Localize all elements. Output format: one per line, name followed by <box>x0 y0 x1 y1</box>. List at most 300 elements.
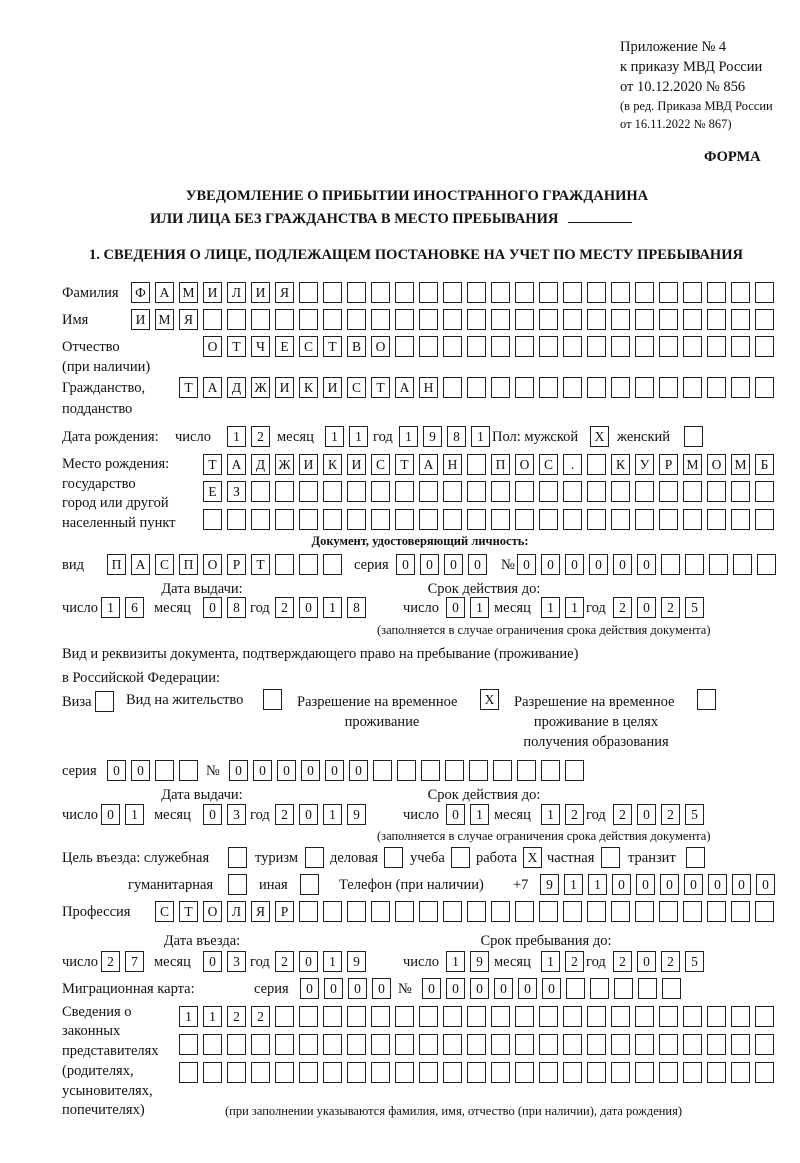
reps-2-char-box[interactable] <box>587 1034 606 1055</box>
reps-3-char-box[interactable] <box>323 1062 342 1083</box>
patronymic-char-box[interactable]: О <box>203 336 222 357</box>
reps-3-char-box[interactable] <box>659 1062 678 1083</box>
checkbox-tourism[interactable] <box>305 847 324 868</box>
reps-3-char-box[interactable] <box>275 1062 294 1083</box>
reps-1-char-box[interactable]: 2 <box>227 1006 246 1027</box>
patronymic-char-box[interactable] <box>683 336 702 357</box>
surname-char-box[interactable]: М <box>179 282 198 303</box>
profession-char-box[interactable] <box>707 901 726 922</box>
stay-year-char-box[interactable]: 2 <box>661 951 680 972</box>
birth-place-3-char-box[interactable] <box>467 509 486 530</box>
profession-char-box[interactable] <box>395 901 414 922</box>
reps-2-char-box[interactable] <box>275 1034 294 1055</box>
reps-2-char-box[interactable] <box>563 1034 582 1055</box>
checkbox-visa[interactable] <box>95 691 114 712</box>
id-valid-month-char-box[interactable]: 1 <box>541 597 560 618</box>
patronymic-char-box[interactable] <box>611 336 630 357</box>
patronymic-char-box[interactable]: В <box>347 336 366 357</box>
id-number-char-box[interactable]: 0 <box>565 554 584 575</box>
reps-1-char-box[interactable] <box>539 1006 558 1027</box>
reps-3-char-box[interactable] <box>587 1062 606 1083</box>
id-number-char-box[interactable]: 0 <box>613 554 632 575</box>
entry-year-char-box[interactable]: 9 <box>347 951 366 972</box>
citizenship-char-box[interactable]: И <box>323 377 342 398</box>
permit-issue-year-char-box[interactable]: 0 <box>299 804 318 825</box>
citizenship-char-box[interactable] <box>635 377 654 398</box>
id-kind-char-box[interactable] <box>275 554 294 575</box>
citizenship-char-box[interactable]: Т <box>371 377 390 398</box>
mc-number-char-box[interactable]: 0 <box>470 978 489 999</box>
entry-month-char-box[interactable]: 0 <box>203 951 222 972</box>
reps-3-char-box[interactable] <box>491 1062 510 1083</box>
name-char-box[interactable] <box>251 309 270 330</box>
patronymic-char-box[interactable] <box>635 336 654 357</box>
surname-char-box[interactable] <box>371 282 390 303</box>
reps-1-char-box[interactable] <box>731 1006 750 1027</box>
reps-1-char-box[interactable] <box>611 1006 630 1027</box>
birth-day-char-box[interactable]: 2 <box>251 426 270 447</box>
birth-place-3-char-box[interactable] <box>755 509 774 530</box>
phone-char-box[interactable]: 0 <box>708 874 727 895</box>
stay-day-char-box[interactable]: 9 <box>470 951 489 972</box>
birth-place-3-char-box[interactable] <box>443 509 462 530</box>
phone-char-box[interactable]: 0 <box>660 874 679 895</box>
reps-3-char-box[interactable] <box>419 1062 438 1083</box>
birth-year-char-box[interactable]: 8 <box>447 426 466 447</box>
checkbox-male[interactable]: X <box>590 426 609 447</box>
name-char-box[interactable] <box>659 309 678 330</box>
citizenship-char-box[interactable] <box>443 377 462 398</box>
profession-char-box[interactable] <box>323 901 342 922</box>
profession-char-box[interactable] <box>563 901 582 922</box>
id-number-char-box[interactable]: 0 <box>637 554 656 575</box>
profession-char-box[interactable] <box>515 901 534 922</box>
id-number-char-box[interactable] <box>733 554 752 575</box>
permit-number-char-box[interactable] <box>493 760 512 781</box>
surname-char-box[interactable] <box>419 282 438 303</box>
profession-char-box[interactable] <box>683 901 702 922</box>
reps-3-char-box[interactable] <box>179 1062 198 1083</box>
mc-number-char-box[interactable] <box>638 978 657 999</box>
reps-1-char-box[interactable] <box>395 1006 414 1027</box>
reps-1-char-box[interactable] <box>347 1006 366 1027</box>
birth-place-1-char-box[interactable]: Т <box>395 454 414 475</box>
citizenship-char-box[interactable]: Н <box>419 377 438 398</box>
checkbox-official[interactable] <box>228 847 247 868</box>
checkbox-temp-edu[interactable] <box>697 689 716 710</box>
reps-1-char-box[interactable]: 2 <box>251 1006 270 1027</box>
birth-place-1-char-box[interactable]: М <box>731 454 750 475</box>
id-kind-char-box[interactable]: О <box>203 554 222 575</box>
birth-place-1-char-box[interactable] <box>467 454 486 475</box>
reps-1-char-box[interactable] <box>587 1006 606 1027</box>
reps-1-char-box[interactable] <box>443 1006 462 1027</box>
birth-place-2-char-box[interactable] <box>731 481 750 502</box>
reps-2-char-box[interactable] <box>347 1034 366 1055</box>
birth-place-2-char-box[interactable] <box>299 481 318 502</box>
reps-1-char-box[interactable] <box>755 1006 774 1027</box>
birth-place-1-char-box[interactable]: С <box>371 454 390 475</box>
profession-char-box[interactable] <box>539 901 558 922</box>
id-issue-year-char-box[interactable]: 1 <box>323 597 342 618</box>
name-char-box[interactable] <box>491 309 510 330</box>
birth-place-3-char-box[interactable] <box>371 509 390 530</box>
birth-place-3-char-box[interactable] <box>323 509 342 530</box>
birth-place-2-char-box[interactable] <box>395 481 414 502</box>
permit-number-char-box[interactable] <box>541 760 560 781</box>
id-issue-year-char-box[interactable]: 0 <box>299 597 318 618</box>
name-char-box[interactable]: М <box>155 309 174 330</box>
name-char-box[interactable] <box>539 309 558 330</box>
birth-place-1-char-box[interactable]: Б <box>755 454 774 475</box>
phone-char-box[interactable]: 1 <box>564 874 583 895</box>
birth-place-1-char-box[interactable]: Д <box>251 454 270 475</box>
birth-place-2-char-box[interactable] <box>659 481 678 502</box>
patronymic-char-box[interactable]: Ч <box>251 336 270 357</box>
profession-char-box[interactable] <box>755 901 774 922</box>
checkbox-transit[interactable] <box>686 847 705 868</box>
birth-place-1-char-box[interactable]: Р <box>659 454 678 475</box>
id-kind-char-box[interactable] <box>299 554 318 575</box>
permit-issue-year-char-box[interactable]: 1 <box>323 804 342 825</box>
reps-1-char-box[interactable] <box>635 1006 654 1027</box>
birth-place-3-char-box[interactable] <box>587 509 606 530</box>
birth-place-3-char-box[interactable] <box>683 509 702 530</box>
permit-valid-year-char-box[interactable]: 2 <box>661 804 680 825</box>
reps-3-char-box[interactable] <box>443 1062 462 1083</box>
phone-char-box[interactable]: 0 <box>684 874 703 895</box>
id-valid-month-char-box[interactable]: 1 <box>565 597 584 618</box>
reps-1-char-box[interactable] <box>707 1006 726 1027</box>
name-char-box[interactable]: И <box>131 309 150 330</box>
reps-3-char-box[interactable] <box>227 1062 246 1083</box>
id-valid-day-char-box[interactable]: 1 <box>470 597 489 618</box>
surname-char-box[interactable] <box>563 282 582 303</box>
reps-2-char-box[interactable] <box>659 1034 678 1055</box>
reps-2-char-box[interactable] <box>707 1034 726 1055</box>
checkbox-other[interactable] <box>300 874 319 895</box>
checkbox-temp-permit[interactable]: X <box>480 689 499 710</box>
profession-char-box[interactable] <box>659 901 678 922</box>
id-kind-char-box[interactable]: А <box>131 554 150 575</box>
reps-1-char-box[interactable] <box>467 1006 486 1027</box>
permit-series-char-box[interactable]: 0 <box>107 760 126 781</box>
birth-year-char-box[interactable]: 1 <box>399 426 418 447</box>
id-issue-day-char-box[interactable]: 6 <box>125 597 144 618</box>
reps-1-char-box[interactable] <box>563 1006 582 1027</box>
reps-3-char-box[interactable] <box>371 1062 390 1083</box>
name-char-box[interactable] <box>323 309 342 330</box>
citizenship-char-box[interactable]: Д <box>227 377 246 398</box>
reps-3-char-box[interactable] <box>251 1062 270 1083</box>
phone-char-box[interactable]: 0 <box>756 874 775 895</box>
birth-place-1-char-box[interactable]: О <box>515 454 534 475</box>
surname-char-box[interactable] <box>323 282 342 303</box>
entry-year-char-box[interactable]: 2 <box>275 951 294 972</box>
id-valid-year-char-box[interactable]: 0 <box>637 597 656 618</box>
birth-place-1-char-box[interactable]: Н <box>443 454 462 475</box>
surname-char-box[interactable] <box>731 282 750 303</box>
citizenship-char-box[interactable] <box>611 377 630 398</box>
id-series-char-box[interactable]: 0 <box>396 554 415 575</box>
birth-month-char-box[interactable]: 1 <box>349 426 368 447</box>
reps-3-char-box[interactable] <box>635 1062 654 1083</box>
reps-2-char-box[interactable] <box>299 1034 318 1055</box>
patronymic-char-box[interactable] <box>491 336 510 357</box>
permit-number-char-box[interactable]: 0 <box>253 760 272 781</box>
reps-1-char-box[interactable] <box>299 1006 318 1027</box>
id-series-char-box[interactable]: 0 <box>468 554 487 575</box>
patronymic-char-box[interactable] <box>419 336 438 357</box>
birth-place-1-char-box[interactable]: А <box>419 454 438 475</box>
checkbox-residence-permit[interactable] <box>263 689 282 710</box>
citizenship-char-box[interactable]: Т <box>179 377 198 398</box>
surname-char-box[interactable] <box>611 282 630 303</box>
permit-number-char-box[interactable] <box>469 760 488 781</box>
surname-char-box[interactable] <box>491 282 510 303</box>
reps-2-char-box[interactable] <box>443 1034 462 1055</box>
surname-char-box[interactable] <box>467 282 486 303</box>
mc-number-char-box[interactable]: 0 <box>422 978 441 999</box>
birth-place-2-char-box[interactable] <box>611 481 630 502</box>
reps-3-char-box[interactable] <box>731 1062 750 1083</box>
reps-1-char-box[interactable] <box>515 1006 534 1027</box>
birth-place-2-char-box[interactable] <box>515 481 534 502</box>
profession-char-box[interactable] <box>419 901 438 922</box>
birth-place-1-char-box[interactable]: К <box>323 454 342 475</box>
profession-char-box[interactable]: С <box>155 901 174 922</box>
patronymic-char-box[interactable]: Т <box>227 336 246 357</box>
birth-place-1-char-box[interactable]: Т <box>203 454 222 475</box>
birth-place-3-char-box[interactable] <box>395 509 414 530</box>
id-issue-month-char-box[interactable]: 8 <box>227 597 246 618</box>
birth-place-3-char-box[interactable] <box>515 509 534 530</box>
mc-number-char-box[interactable] <box>614 978 633 999</box>
citizenship-char-box[interactable] <box>659 377 678 398</box>
surname-char-box[interactable] <box>515 282 534 303</box>
birth-place-3-char-box[interactable] <box>227 509 246 530</box>
reps-1-char-box[interactable] <box>371 1006 390 1027</box>
birth-year-char-box[interactable]: 1 <box>471 426 490 447</box>
birth-place-2-char-box[interactable]: Е <box>203 481 222 502</box>
name-char-box[interactable] <box>755 309 774 330</box>
profession-char-box[interactable] <box>347 901 366 922</box>
permit-number-char-box[interactable] <box>421 760 440 781</box>
birth-place-2-char-box[interactable] <box>683 481 702 502</box>
name-char-box[interactable]: Я <box>179 309 198 330</box>
profession-char-box[interactable]: Л <box>227 901 246 922</box>
reps-3-char-box[interactable] <box>299 1062 318 1083</box>
mc-number-char-box[interactable]: 0 <box>446 978 465 999</box>
profession-char-box[interactable]: Р <box>275 901 294 922</box>
permit-series-char-box[interactable]: 0 <box>131 760 150 781</box>
id-kind-char-box[interactable]: Р <box>227 554 246 575</box>
patronymic-char-box[interactable] <box>443 336 462 357</box>
permit-issue-year-char-box[interactable]: 2 <box>275 804 294 825</box>
stay-day-char-box[interactable]: 1 <box>446 951 465 972</box>
id-number-char-box[interactable] <box>685 554 704 575</box>
birth-place-3-char-box[interactable] <box>203 509 222 530</box>
reps-3-char-box[interactable] <box>707 1062 726 1083</box>
name-char-box[interactable] <box>299 309 318 330</box>
patronymic-char-box[interactable] <box>587 336 606 357</box>
reps-2-char-box[interactable] <box>731 1034 750 1055</box>
mc-series-char-box[interactable]: 0 <box>372 978 391 999</box>
id-kind-char-box[interactable] <box>323 554 342 575</box>
birth-place-1-char-box[interactable] <box>587 454 606 475</box>
birth-place-2-char-box[interactable] <box>347 481 366 502</box>
id-number-char-box[interactable] <box>709 554 728 575</box>
birth-place-2-char-box[interactable] <box>443 481 462 502</box>
citizenship-char-box[interactable] <box>515 377 534 398</box>
permit-number-char-box[interactable] <box>517 760 536 781</box>
patronymic-char-box[interactable] <box>539 336 558 357</box>
checkbox-study[interactable] <box>451 847 470 868</box>
permit-number-char-box[interactable]: 0 <box>301 760 320 781</box>
birth-place-2-char-box[interactable]: З <box>227 481 246 502</box>
permit-valid-day-char-box[interactable]: 1 <box>470 804 489 825</box>
permit-number-char-box[interactable] <box>565 760 584 781</box>
id-issue-day-char-box[interactable]: 1 <box>101 597 120 618</box>
profession-char-box[interactable] <box>491 901 510 922</box>
reps-2-char-box[interactable] <box>755 1034 774 1055</box>
birth-place-2-char-box[interactable] <box>563 481 582 502</box>
permit-number-char-box[interactable]: 0 <box>325 760 344 781</box>
permit-issue-month-char-box[interactable]: 0 <box>203 804 222 825</box>
birth-place-3-char-box[interactable] <box>563 509 582 530</box>
reps-2-char-box[interactable] <box>683 1034 702 1055</box>
id-kind-char-box[interactable]: Т <box>251 554 270 575</box>
permit-number-char-box[interactable]: 0 <box>277 760 296 781</box>
id-number-char-box[interactable]: 0 <box>541 554 560 575</box>
profession-char-box[interactable]: Я <box>251 901 270 922</box>
birth-place-1-char-box[interactable]: Ж <box>275 454 294 475</box>
birth-month-char-box[interactable]: 1 <box>325 426 344 447</box>
birth-year-char-box[interactable]: 9 <box>423 426 442 447</box>
birth-place-1-char-box[interactable]: М <box>683 454 702 475</box>
birth-place-2-char-box[interactable] <box>491 481 510 502</box>
permit-series-char-box[interactable] <box>179 760 198 781</box>
surname-char-box[interactable]: Ф <box>131 282 150 303</box>
reps-2-char-box[interactable] <box>515 1034 534 1055</box>
surname-char-box[interactable]: И <box>203 282 222 303</box>
surname-char-box[interactable] <box>443 282 462 303</box>
patronymic-char-box[interactable]: О <box>371 336 390 357</box>
reps-2-char-box[interactable] <box>419 1034 438 1055</box>
birth-place-1-char-box[interactable]: И <box>299 454 318 475</box>
citizenship-char-box[interactable] <box>587 377 606 398</box>
mc-number-char-box[interactable]: 0 <box>494 978 513 999</box>
profession-char-box[interactable]: О <box>203 901 222 922</box>
profession-char-box[interactable] <box>443 901 462 922</box>
id-valid-year-char-box[interactable]: 5 <box>685 597 704 618</box>
birth-place-3-char-box[interactable] <box>275 509 294 530</box>
birth-place-2-char-box[interactable] <box>371 481 390 502</box>
reps-3-char-box[interactable] <box>467 1062 486 1083</box>
checkbox-work[interactable]: X <box>523 847 542 868</box>
profession-char-box[interactable] <box>371 901 390 922</box>
citizenship-char-box[interactable] <box>563 377 582 398</box>
patronymic-char-box[interactable] <box>515 336 534 357</box>
reps-2-char-box[interactable] <box>371 1034 390 1055</box>
birth-day-char-box[interactable]: 1 <box>227 426 246 447</box>
name-char-box[interactable] <box>707 309 726 330</box>
stay-year-char-box[interactable]: 5 <box>685 951 704 972</box>
name-char-box[interactable] <box>515 309 534 330</box>
reps-2-char-box[interactable] <box>227 1034 246 1055</box>
patronymic-char-box[interactable] <box>731 336 750 357</box>
birth-place-3-char-box[interactable] <box>539 509 558 530</box>
citizenship-char-box[interactable]: С <box>347 377 366 398</box>
id-series-char-box[interactable]: 0 <box>444 554 463 575</box>
citizenship-char-box[interactable] <box>731 377 750 398</box>
surname-char-box[interactable] <box>635 282 654 303</box>
surname-char-box[interactable] <box>347 282 366 303</box>
stay-month-char-box[interactable]: 1 <box>541 951 560 972</box>
surname-char-box[interactable] <box>683 282 702 303</box>
id-kind-char-box[interactable]: С <box>155 554 174 575</box>
mc-number-char-box[interactable]: 0 <box>542 978 561 999</box>
surname-char-box[interactable] <box>707 282 726 303</box>
reps-2-char-box[interactable] <box>323 1034 342 1055</box>
patronymic-char-box[interactable] <box>395 336 414 357</box>
checkbox-business[interactable] <box>384 847 403 868</box>
surname-char-box[interactable] <box>299 282 318 303</box>
permit-valid-year-char-box[interactable]: 2 <box>613 804 632 825</box>
birth-place-2-char-box[interactable] <box>467 481 486 502</box>
profession-char-box[interactable] <box>635 901 654 922</box>
name-char-box[interactable] <box>563 309 582 330</box>
surname-char-box[interactable] <box>659 282 678 303</box>
id-issue-month-char-box[interactable]: 0 <box>203 597 222 618</box>
birth-place-1-char-box[interactable]: У <box>635 454 654 475</box>
permit-number-char-box[interactable] <box>373 760 392 781</box>
permit-series-char-box[interactable] <box>155 760 174 781</box>
citizenship-char-box[interactable] <box>491 377 510 398</box>
reps-2-char-box[interactable] <box>635 1034 654 1055</box>
profession-char-box[interactable]: Т <box>179 901 198 922</box>
entry-year-char-box[interactable]: 0 <box>299 951 318 972</box>
reps-2-char-box[interactable] <box>467 1034 486 1055</box>
profession-char-box[interactable] <box>587 901 606 922</box>
reps-2-char-box[interactable] <box>611 1034 630 1055</box>
id-number-char-box[interactable] <box>661 554 680 575</box>
mc-series-char-box[interactable]: 0 <box>300 978 319 999</box>
reps-3-char-box[interactable] <box>539 1062 558 1083</box>
birth-place-2-char-box[interactable] <box>275 481 294 502</box>
birth-place-3-char-box[interactable] <box>731 509 750 530</box>
id-number-char-box[interactable]: 0 <box>517 554 536 575</box>
birth-place-2-char-box[interactable] <box>707 481 726 502</box>
name-char-box[interactable] <box>347 309 366 330</box>
phone-char-box[interactable]: 0 <box>612 874 631 895</box>
reps-1-char-box[interactable] <box>659 1006 678 1027</box>
mc-series-char-box[interactable]: 0 <box>348 978 367 999</box>
birth-place-2-char-box[interactable] <box>323 481 342 502</box>
id-issue-year-char-box[interactable]: 8 <box>347 597 366 618</box>
name-char-box[interactable] <box>731 309 750 330</box>
permit-issue-year-char-box[interactable]: 9 <box>347 804 366 825</box>
birth-place-1-char-box[interactable]: А <box>227 454 246 475</box>
id-issue-year-char-box[interactable]: 2 <box>275 597 294 618</box>
name-char-box[interactable] <box>275 309 294 330</box>
birth-place-2-char-box[interactable] <box>635 481 654 502</box>
surname-char-box[interactable] <box>587 282 606 303</box>
checkbox-female[interactable] <box>684 426 703 447</box>
phone-char-box[interactable]: 9 <box>540 874 559 895</box>
permit-valid-year-char-box[interactable]: 5 <box>685 804 704 825</box>
surname-char-box[interactable] <box>755 282 774 303</box>
